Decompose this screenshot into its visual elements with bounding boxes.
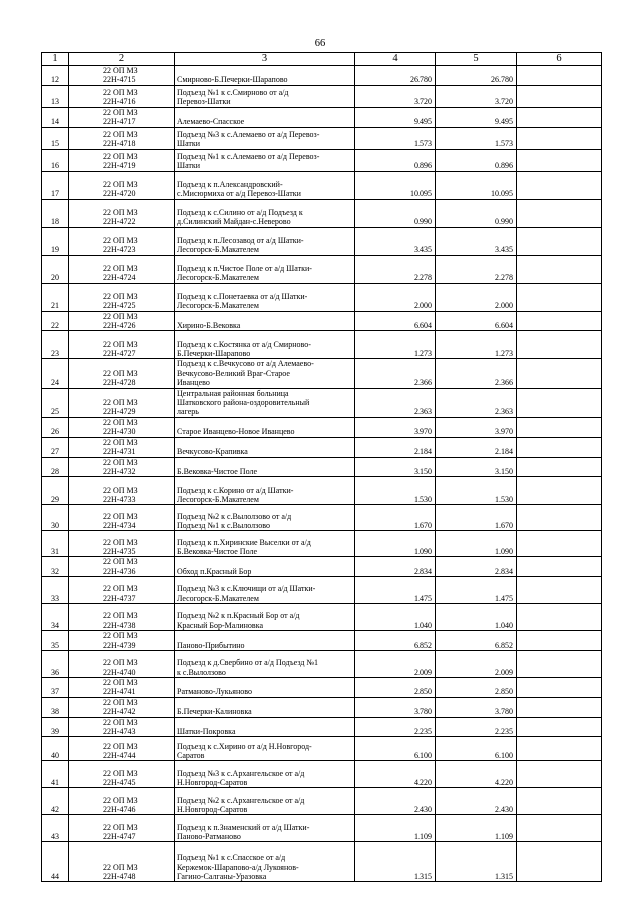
empty-cell [517,650,602,677]
empty-cell [517,171,602,199]
road-code-cell: 22 ОП МЗ 22Н-4715 [69,66,175,86]
road-code-cell: 22 ОП МЗ 22Н-4748 [69,842,175,882]
road-name-cell [175,388,355,417]
table-row [42,417,602,437]
table-row [42,388,602,417]
road-name-line: лагерь [177,407,199,417]
road-code-cell: 22 ОП МЗ 22Н-4744 [69,737,175,761]
road-code-cell: 22 ОП МЗ 22Н-4743 [69,717,175,737]
row-number-cell: 25 [42,388,69,417]
length-cell: 1.040 [436,604,517,631]
road-name-line: Подъезд к п.Чистое Поле от а/д Шатки- [177,263,312,273]
row-number-cell: 12 [42,66,69,86]
length-cell: 2.009 [355,650,436,677]
road-name-line: Подъезд №1 к с.Спасское от а/д [177,853,286,863]
length-cell: 2.278 [355,255,436,283]
road-name-line: Лесогорск-Б.Макателем [177,245,259,255]
road-name-line: Н.Новгород-Саратов [177,804,248,814]
length-cell: 2.363 [355,388,436,417]
roads-table [41,52,602,882]
length-cell: 1.109 [355,815,436,842]
length-cell: 1.090 [436,531,517,557]
road-code-cell: 22 ОП МЗ 22Н-4735 [69,531,175,557]
road-name-line: Подъезд №1 к с.Алемаево от а/д Перевоз- [177,151,320,161]
row-number-cell: 21 [42,283,69,311]
empty-cell [517,149,602,171]
length-cell: 1.475 [355,577,436,604]
table-row [42,199,602,227]
empty-cell [517,255,602,283]
length-cell: 1.273 [436,331,517,359]
road-code-cell: 22 ОП МЗ 22Н-4724 [69,255,175,283]
table-row [42,457,602,477]
empty-cell [517,631,602,651]
empty-cell [517,417,602,437]
table-row [42,531,602,557]
road-name-line: Перевоз-Шатки [177,97,231,107]
row-number-cell: 39 [42,717,69,737]
road-name-line: Н.Новгород-Саратов [177,777,248,787]
road-name-cell [175,557,355,577]
road-name-line: Подъезд №2 к с.Вылолзово от а/д [177,511,292,521]
row-number-cell: 44 [42,842,69,882]
row-number-cell: 38 [42,697,69,717]
road-code-cell: 22 ОП МЗ 22Н-4733 [69,477,175,505]
length-cell: 4.220 [436,761,517,788]
road-name-line: Подъезд к д.Свербино от а/д Подъезд №1 [177,658,319,668]
road-code-cell: 22 ОП МЗ 22Н-4741 [69,677,175,697]
empty-cell [517,199,602,227]
length-cell: 6.852 [355,631,436,651]
page-number: 66 [314,38,326,49]
empty-cell [517,842,602,882]
road-name-line: Б.Вековка-Чистое Поле [177,546,258,556]
table-row [42,107,602,127]
road-code-cell: 22 ОП МЗ 22Н-4722 [69,199,175,227]
road-name-line: Старое Иванцево-Новое Иванцево [177,427,295,437]
length-cell: 1.090 [355,531,436,557]
row-number-cell: 43 [42,815,69,842]
road-code-cell: 22 ОП МЗ 22Н-4734 [69,505,175,531]
road-name-cell [175,417,355,437]
road-name-line: Б.Вековка-Чистое Поле [177,466,258,476]
road-name-line: Подъезд №3 к с.Ключищи от а/д Шатки- [177,584,316,594]
road-name-line: Алемаево-Спасское [177,117,245,127]
road-name-cell [175,437,355,457]
length-cell: 1.475 [436,577,517,604]
road-name-line: Шатки-Покровка [177,726,236,736]
row-number-cell: 31 [42,531,69,557]
empty-cell [517,557,602,577]
road-code-cell: 22 ОП МЗ 22Н-4720 [69,171,175,199]
row-number-cell: 14 [42,107,69,127]
length-cell: 3.150 [436,457,517,477]
road-name-cell [175,631,355,651]
empty-cell [517,761,602,788]
empty-cell [517,283,602,311]
empty-cell [517,604,602,631]
road-code-cell: 22 ОП МЗ 22Н-4723 [69,227,175,255]
row-number-cell: 34 [42,604,69,631]
road-name-cell [175,842,355,882]
table-row [42,477,602,505]
road-name-cell [175,604,355,631]
road-name-line: Подъезд к с.Костянка от а/д Смирново- [177,339,311,349]
length-cell: 2.850 [355,677,436,697]
row-number-cell: 23 [42,331,69,359]
length-cell: 4.220 [355,761,436,788]
road-name-cell [175,477,355,505]
empty-cell [517,331,602,359]
length-cell: 3.970 [355,417,436,437]
road-name-cell [175,815,355,842]
road-name-line: Гагино-Салганы-Уразовка [177,871,267,881]
length-cell: 3.970 [436,417,517,437]
row-number-cell: 42 [42,788,69,815]
road-name-cell [175,761,355,788]
length-cell: 3.435 [355,227,436,255]
empty-cell [517,127,602,149]
length-cell: 3.150 [355,457,436,477]
empty-cell [517,437,602,457]
road-code-cell: 22 ОП МЗ 22Н-4739 [69,631,175,651]
road-name-line: Б.Печерки-Шарапово [177,349,251,359]
road-code-cell: 22 ОП МЗ 22Н-4716 [69,85,175,107]
row-number-cell: 26 [42,417,69,437]
table-row [42,788,602,815]
road-code-cell: 22 ОП МЗ 22Н-4745 [69,761,175,788]
table-row [42,85,602,107]
length-cell: 3.780 [436,697,517,717]
road-name-cell [175,788,355,815]
road-name-cell [175,107,355,127]
road-name-line: Шатки [177,139,201,149]
empty-cell [517,505,602,531]
row-number-cell: 30 [42,505,69,531]
road-name-cell [175,531,355,557]
row-number-cell: 18 [42,199,69,227]
table-row [42,737,602,761]
road-name-line: Паново-Ратманово [177,831,241,841]
empty-cell [517,359,602,388]
length-cell: 2.184 [355,437,436,457]
road-name-line: Кержемок-Шарапово-а/д Лукоянов- [177,862,299,872]
table-row [42,171,602,199]
road-code-cell: 22 ОП МЗ 22Н-4725 [69,283,175,311]
empty-cell [517,477,602,505]
length-cell: 26.780 [436,66,517,86]
row-number-cell: 24 [42,359,69,388]
length-cell: 1.530 [436,477,517,505]
empty-cell [517,227,602,255]
road-name-line: д.Силинский Майдан-с.Неверово [177,217,291,227]
road-name-line: Обход п.Красный Бор [177,566,252,576]
column-header: 6 [517,53,602,66]
empty-cell [517,815,602,842]
road-code-cell: 22 ОП МЗ 22Н-4728 [69,359,175,388]
table-row [42,677,602,697]
road-code-cell: 22 ОП МЗ 22Н-4729 [69,388,175,417]
length-cell: 1.670 [436,505,517,531]
road-code-cell: 22 ОП МЗ 22Н-4740 [69,650,175,677]
column-header: 3 [175,53,355,66]
row-number-cell: 20 [42,255,69,283]
length-cell: 9.495 [355,107,436,127]
road-name-line: Смирново-Б.Печерки-Шарапово [177,75,288,85]
road-name-line: Подъезд к с.Понетаевка от а/д Шатки- [177,291,308,301]
length-cell: 2.000 [436,283,517,311]
length-cell: 1.530 [355,477,436,505]
road-name-line: Хирино-Б.Вековка [177,321,241,331]
length-cell: 1.109 [436,815,517,842]
road-name-line: Подъезд №1 к с.Вылолзово [177,520,270,530]
empty-cell [517,677,602,697]
length-cell: 0.990 [436,199,517,227]
empty-cell [517,388,602,417]
road-name-cell [175,85,355,107]
road-code-cell: 22 ОП МЗ 22Н-4747 [69,815,175,842]
road-name-line: Подъезд к п.Хиринские Выселки от а/д [177,537,311,547]
length-cell: 3.720 [355,85,436,107]
road-code-cell: 22 ОП МЗ 22Н-4727 [69,331,175,359]
empty-cell [517,717,602,737]
length-cell: 2.278 [436,255,517,283]
length-cell: 26.780 [355,66,436,86]
road-name-cell [175,505,355,531]
road-name-line: Лесогорск-Б.Макателем [177,301,259,311]
road-name-line: Подъезд к п.Лесозавод от а/д Шатки- [177,235,304,245]
road-name-line: Подъезд к п.Александровский- [177,179,283,189]
table-row [42,717,602,737]
road-name-cell [175,255,355,283]
road-name-line: Центральная районная больница [177,388,289,398]
road-name-cell [175,457,355,477]
empty-cell [517,531,602,557]
table-row [42,66,602,86]
road-name-cell [175,677,355,697]
road-name-cell [175,283,355,311]
empty-cell [517,311,602,331]
road-name-line: Подъезд к п.Знаменский от а/д Шатки- [177,822,310,832]
length-cell: 1.315 [436,842,517,882]
table-row [42,815,602,842]
length-cell: 1.273 [355,331,436,359]
road-name-line: Вечкусово-Великий Враг-Старое [177,368,290,378]
road-name-line: Подъезд №3 к с.Алемаево от а/д Перевоз- [177,129,320,139]
table-row [42,149,602,171]
road-name-cell [175,227,355,255]
empty-cell [517,788,602,815]
length-cell: 3.720 [436,85,517,107]
table-row [42,697,602,717]
length-cell: 2.009 [436,650,517,677]
table-row [42,631,602,651]
table-row [42,842,602,882]
empty-cell [517,66,602,86]
column-header: 4 [355,53,436,66]
table-row [42,505,602,531]
road-name-line: Подъезд №1 к с.Смирново от а/д [177,88,289,97]
road-name-cell [175,199,355,227]
row-number-cell: 16 [42,149,69,171]
length-cell: 6.604 [355,311,436,331]
length-cell: 0.896 [436,149,517,171]
length-cell: 2.834 [436,557,517,577]
road-name-line: Вечкусово-Крапивка [177,447,248,457]
length-cell: 0.896 [355,149,436,171]
road-name-cell [175,127,355,149]
table-row [42,283,602,311]
empty-cell [517,85,602,107]
road-name-line: Лесогорск-Б.Макателем [177,494,259,504]
table-row [42,311,602,331]
road-name-line: Подъезд №3 к с.Архангельское от а/д [177,768,305,778]
column-header: 5 [436,53,517,66]
length-cell: 2.235 [436,717,517,737]
road-name-line: Подъезд к с.Корино от а/д Шатки- [177,485,294,495]
road-name-line: Подъезд №2 к п.Красный Бор от а/д [177,611,300,621]
length-cell: 2.366 [436,359,517,388]
length-cell: 2.366 [355,359,436,388]
table-row [42,577,602,604]
length-cell: 1.670 [355,505,436,531]
row-number-cell: 28 [42,457,69,477]
empty-cell [517,697,602,717]
road-name-cell [175,359,355,388]
length-cell: 9.495 [436,107,517,127]
road-code-cell: 22 ОП МЗ 22Н-4730 [69,417,175,437]
length-cell: 6.100 [436,737,517,761]
row-number-cell: 22 [42,311,69,331]
table-row [42,650,602,677]
road-name-line: Лесогорск-Б.Макателем [177,593,259,603]
length-cell: 1.315 [355,842,436,882]
road-name-line: Красный Бор-Малиновка [177,620,264,630]
length-cell: 1.573 [436,127,517,149]
length-cell: 10.095 [355,171,436,199]
row-number-cell: 19 [42,227,69,255]
row-number-cell: 35 [42,631,69,651]
table-header-row [42,53,602,66]
length-cell: 6.100 [355,737,436,761]
length-cell: 10.095 [436,171,517,199]
length-cell: 2.235 [355,717,436,737]
road-code-cell: 22 ОП МЗ 22Н-4737 [69,577,175,604]
road-name-line: Шатковского района-оздоровительный [177,398,310,408]
road-name-line: Шатки [177,161,201,171]
table-row [42,761,602,788]
road-name-cell [175,737,355,761]
road-name-line: Иванцево [177,378,210,388]
row-number-cell: 36 [42,650,69,677]
row-number-cell: 32 [42,557,69,577]
table-row [42,437,602,457]
road-name-line: Подъезд к с.Хирино от а/д Н.Новгород- [177,741,312,751]
length-cell: 2.430 [355,788,436,815]
length-cell: 0.990 [355,199,436,227]
row-number-cell: 41 [42,761,69,788]
table-row [42,359,602,388]
road-name-line: Подъезд №2 к с.Архангельское от а/д [177,795,305,805]
road-code-cell: 22 ОП МЗ 22Н-4746 [69,788,175,815]
empty-cell [517,107,602,127]
length-cell: 2.430 [436,788,517,815]
road-code-cell: 22 ОП МЗ 22Н-4736 [69,557,175,577]
table-row [42,255,602,283]
road-code-cell: 22 ОП МЗ 22Н-4726 [69,311,175,331]
road-name-cell [175,577,355,604]
length-cell: 6.852 [436,631,517,651]
length-cell: 6.604 [436,311,517,331]
empty-cell [517,577,602,604]
road-name-line: Б.Печерки-Калиновка [177,707,252,717]
row-number-cell: 13 [42,85,69,107]
road-name-cell [175,717,355,737]
row-number-cell: 40 [42,737,69,761]
length-cell: 2.000 [355,283,436,311]
road-name-line: Саратов [177,750,205,760]
length-cell: 3.435 [436,227,517,255]
length-cell: 2.850 [436,677,517,697]
road-code-cell: 22 ОП МЗ 22Н-4732 [69,457,175,477]
road-name-cell [175,697,355,717]
road-name-cell [175,66,355,86]
length-cell: 2.184 [436,437,517,457]
table-body [42,66,602,882]
column-header: 2 [69,53,175,66]
column-header: 1 [42,53,69,66]
length-cell: 1.040 [355,604,436,631]
road-name-cell [175,311,355,331]
empty-cell [517,457,602,477]
road-code-cell: 22 ОП МЗ 22Н-4738 [69,604,175,631]
road-name-line: Подъезд к с.Вечкусово от а/д Алемаево- [177,359,314,369]
row-number-cell: 29 [42,477,69,505]
road-code-cell: 22 ОП МЗ 22Н-4719 [69,149,175,171]
road-name-line: с.Мисюрмиха от а/д Перевоз-Шатки [177,189,301,199]
row-number-cell: 37 [42,677,69,697]
row-number-cell: 33 [42,577,69,604]
road-code-cell: 22 ОП МЗ 22Н-4718 [69,127,175,149]
length-cell: 1.573 [355,127,436,149]
road-name-line: Ратманово-Лукьяново [177,687,252,697]
table-row [42,557,602,577]
table-row [42,331,602,359]
table-row [42,604,602,631]
row-number-cell: 15 [42,127,69,149]
length-cell: 3.780 [355,697,436,717]
table-row [42,127,602,149]
road-name-line: Подъезд к с.Силино от а/д Подъезд к [177,207,303,217]
road-name-cell [175,171,355,199]
road-name-cell [175,149,355,171]
road-code-cell: 22 ОП МЗ 22Н-4731 [69,437,175,457]
length-cell: 2.363 [436,388,517,417]
road-name-cell [175,650,355,677]
table-row [42,227,602,255]
road-code-cell: 22 ОП МЗ 22Н-4742 [69,697,175,717]
road-name-cell [175,331,355,359]
empty-cell [517,737,602,761]
road-name-line: Паново-Прибытино [177,640,245,650]
row-number-cell: 27 [42,437,69,457]
road-name-line: Лесогорск-Б.Макателем [177,273,259,283]
length-cell: 2.834 [355,557,436,577]
row-number-cell: 17 [42,171,69,199]
road-code-cell: 22 ОП МЗ 22Н-4717 [69,107,175,127]
road-name-line: к с.Вылолзово [177,667,226,677]
